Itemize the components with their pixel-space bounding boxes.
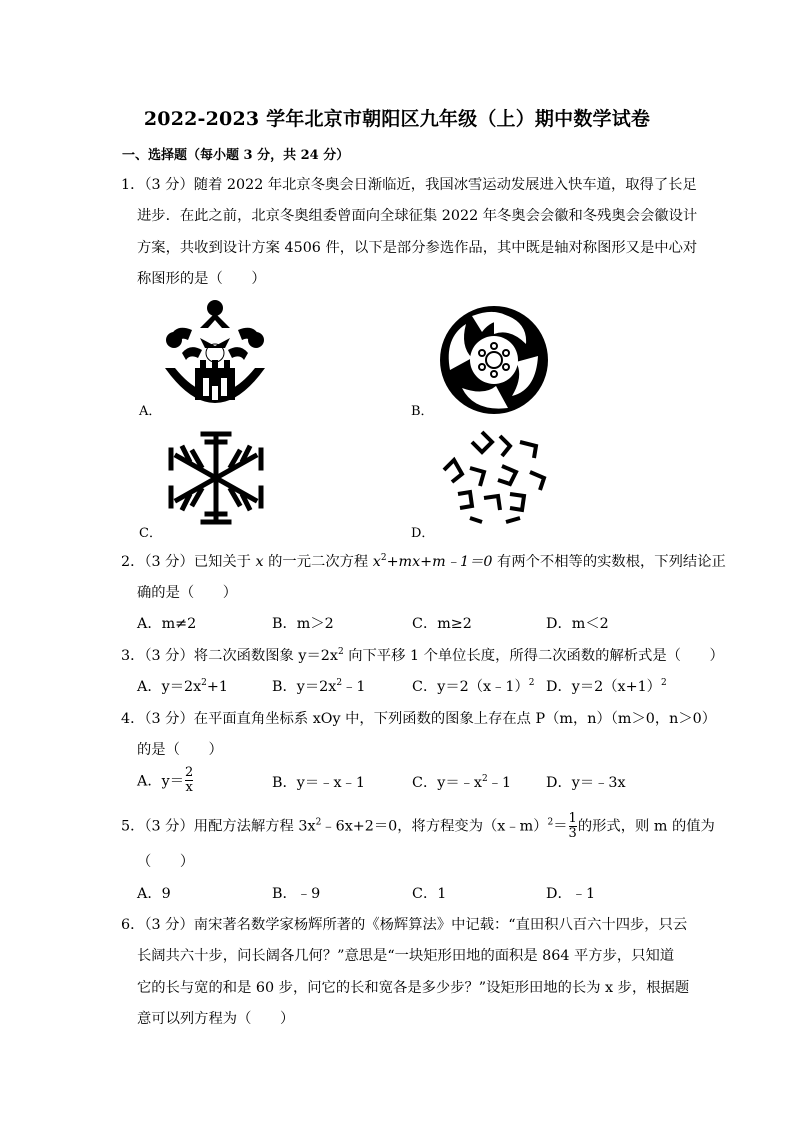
q3-option-c: C．y＝2（x﹣1）$^2$ [412,678,535,695]
q2-eq-rest: +mx+m﹣1＝0 [386,554,493,570]
q4-option-b: B．y＝﹣x﹣1 [272,775,365,791]
q1-line-1: 1．（3 分）随着 2022 年北京冬奥会日渐临近，我国冰雪运动发展进入快车道，取得了长足 [121,177,697,193]
q1-line-3: 方案，共收到设计方案 4506 件，以下是部分参选作品，其中既是轴对称图形又是中心对 [137,240,698,256]
q6-line-4: 意可以列方程为（ ） [137,1011,295,1027]
q5-option-d: D．﹣1 [546,886,596,902]
q5-line-2: （ ） [137,854,195,870]
q6-line-1: 6．（3 分）南宋著名数学家杨辉所著的《杨辉算法》中记载：“直田积八百六十四步，只云 [121,917,688,933]
q2-text-mid: 的一元二次方程 [263,554,373,570]
q2-option-d: D．m＜2 [546,616,609,632]
q2-option-c: C．m≥2 [412,616,472,632]
q2-text-post: 有两个不相等的实数根，下列结论正 [492,554,726,570]
q1-line-2: 进步．在此之前，北京冬奥组委曾面向全球征集 2022 年冬奥会会徽和冬残奥会会徽设计 [137,208,698,224]
q3-sup: 2 [337,647,344,657]
q6-line-3: 它的长与宽的和是 60 步，问它的长和宽各是多少步？”设矩形田地的长为 x 步，根据题 [137,980,690,996]
q5-line-1: 5．（3 分）用配方法解方程 $3x^2﹣6x+2=0$，将方程变为（x﹣m）$^2$＝ $\frac{1}{3}$ 的形式，则 m 的值为 [121,811,715,841]
option-b-label: B． [411,404,434,419]
q2-line-1: 2．（3 分）已知关于 x 的一元二次方程 $x^2+mx+m﹣1=0$ 有两个不相等的实数根，下列结论正 [121,553,726,570]
q4-line-2: 的是（ ） [137,742,223,758]
q1-line-4: 称图形的是（ ） [137,271,266,287]
q2-line-2: 确的是（ ） [137,585,238,601]
q3-option-a: A．$y=2x^2+1$ [137,678,228,695]
q5-option-b: B．﹣9 [272,886,321,902]
q2-option-b: B．m＞2 [272,616,334,632]
option-d-label: D． [411,526,435,541]
q3-option-d: D．$y=2(x+1)^2$ [546,678,667,695]
section-heading: 一、选择题（每小题 3 分，共 24 分） [122,148,350,163]
q3-text-pre: 3．（3 分）将二次函数图象 y＝2x [121,648,338,664]
emblem-b-image [438,304,550,416]
q2-option-a: A．m≠2 [137,616,197,632]
q3-option-b: B．$y=2x^2﹣1$ [272,678,366,695]
page-title: 2022-2023 学年北京市朝阳区九年级（上）期中数学试卷 [143,108,651,130]
emblem-c-image [163,428,269,528]
emblem-d-image [440,428,550,530]
q2-eq-x: x [372,554,381,570]
q3-text-post: 向下平移 1 个单位长度，所得二次函数的解析式是（ ） [343,648,724,664]
emblem-a-image [160,298,270,413]
option-c-label: C． [139,526,162,541]
q4-option-d: D．y＝﹣3x [546,775,626,791]
q5-option-c: C．1 [412,886,447,902]
q4-option-a: A．y＝ $\frac{2}{x}$ [137,765,194,795]
q2-var-x: x [255,554,264,570]
q5-option-a: A．9 [137,886,171,902]
q4-line-1: 4．（3 分）在平面直角坐标系 xOy 中，下列函数的图象上存在点 P（m，n）（m＞0，n＞0） [121,711,717,727]
q5-fraction: $\frac{1}{3}$ [568,811,577,841]
q2-text-pre: 2．（3 分）已知关于 [121,554,256,570]
option-a-label: A． [139,404,162,419]
q6-line-2: 长阔共六十步，问长阔各几何？”意思是“一块矩形田地的面积是 864 平方步，只知道 [137,948,675,964]
q3-line [121,645,724,665]
q4-option-c: C．$y=﹣x^2﹣1$ [412,774,512,791]
q4-option-a-fraction: $\frac{2}{x}$ [185,765,194,795]
